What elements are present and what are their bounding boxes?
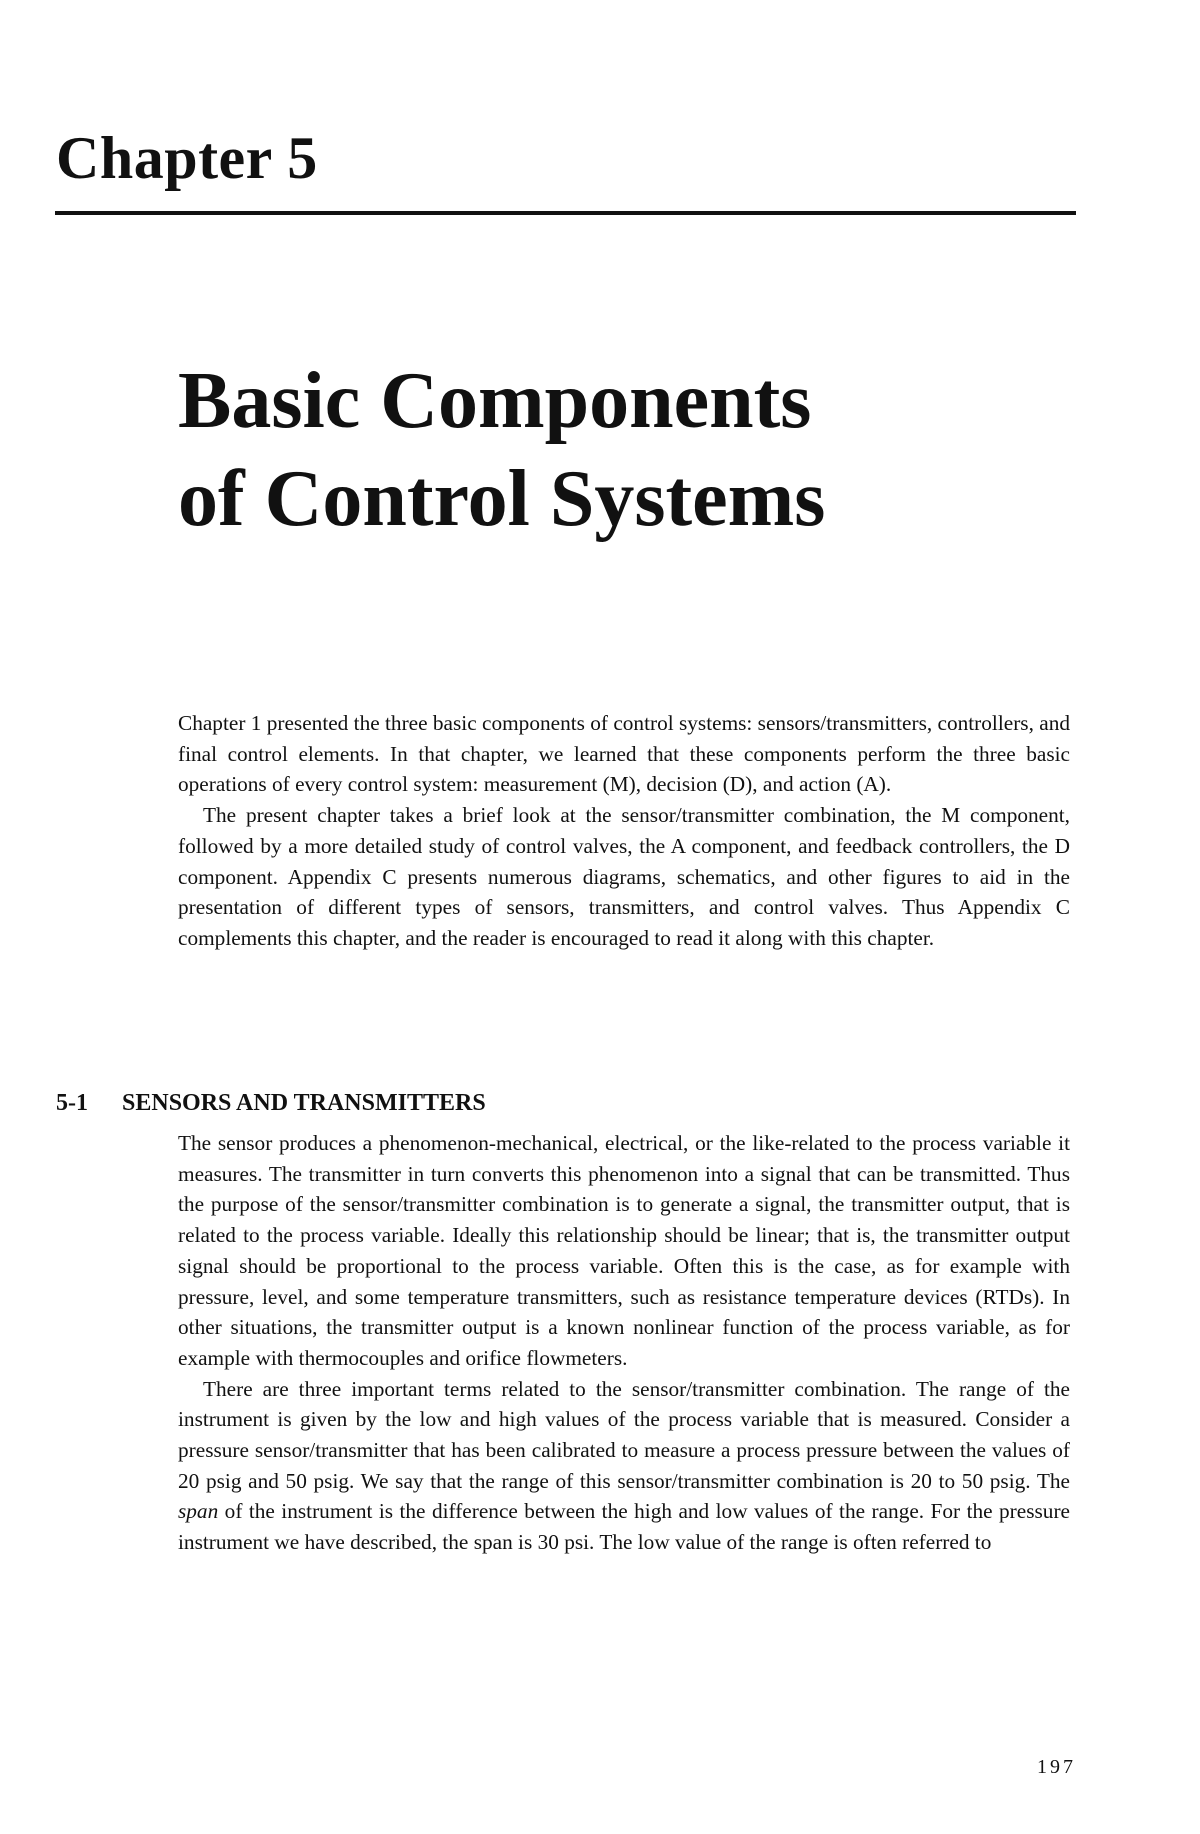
chapter-title [178,352,825,548]
chapter-title-line-1: Basic Components [178,357,812,445]
section-heading [56,1088,486,1118]
section-paragraph-2-part-2: of the instrument is the difference between the high and low values of the range. For the pressure instrument we have described, the span is 30 psi. The low value of the range is often referred to [178,1499,1070,1555]
section-number: 5-1 [56,1090,88,1116]
section-paragraph-1: The sensor produces a phenomenon-mechanical, electrical, or the like-related to the process variable it measures. The transmitter in turn converts this phenomenon into a signal that can be transmitted. Thus the purpose of the sensor/transmitter combination is to generate a signal, the transmitter output, that is related to the process variable. Ideally this relationship should be linear; that is, the transmitter output signal should be proportional to the process variable. Often this is the case, as for example with pressure, level, and some temperature transmitters, such as resistance temperature devices (RTDs). In other situations, the transmitter output is a known nonlinear function of the process variable, as for example with thermocouples and orifice flowmeters. [178,1131,1070,1370]
section-paragraph-2-part-1: There are three important terms related to the sensor/transmitter combination. The range of the instrument is given by the low and high values of the process variable that is measured. Consider a pressure sensor/transmitter that has been calibrated to measure a process pressure between the values of 20 psig and 50 psig. We say that the range of this sensor/transmitter combination is 20 to 50 psig. The [178,1376,1070,1493]
page-number: 197 [1037,1756,1076,1778]
section-paragraph-2 [178,1374,1070,1558]
intro-text [178,708,1070,954]
chapter-title-line-2: of Control Systems [178,455,826,543]
intro-paragraph-1: Chapter 1 presented the three basic components of control systems: sensors/transmitters, controllers, and final control elements. In that chapter, we learned that these components perform the three basic operations of every control system: measurement (M), decision (D), and action (A). [178,711,1070,797]
chapter-label: Chapter 5 [56,125,318,191]
section-title: SENSORS AND TRANSMITTERS [122,1090,486,1116]
span-term: span [178,1499,219,1524]
intro-paragraph-2: The present chapter takes a brief look at the sensor/transmitter combination, the M component, followed by a more detailed study of control valves, the A component, and feedback controllers, the D component. Appendix C presents numerous diagrams, schematics, and other figures to aid in the presentation of different types of sensors, transmitters, and control valves. Thus Appendix C complements this chapter, and the reader is encouraged to read it along with this chapter. [178,803,1070,950]
section-body [178,1128,1070,1558]
chapter-rule [55,211,1076,215]
